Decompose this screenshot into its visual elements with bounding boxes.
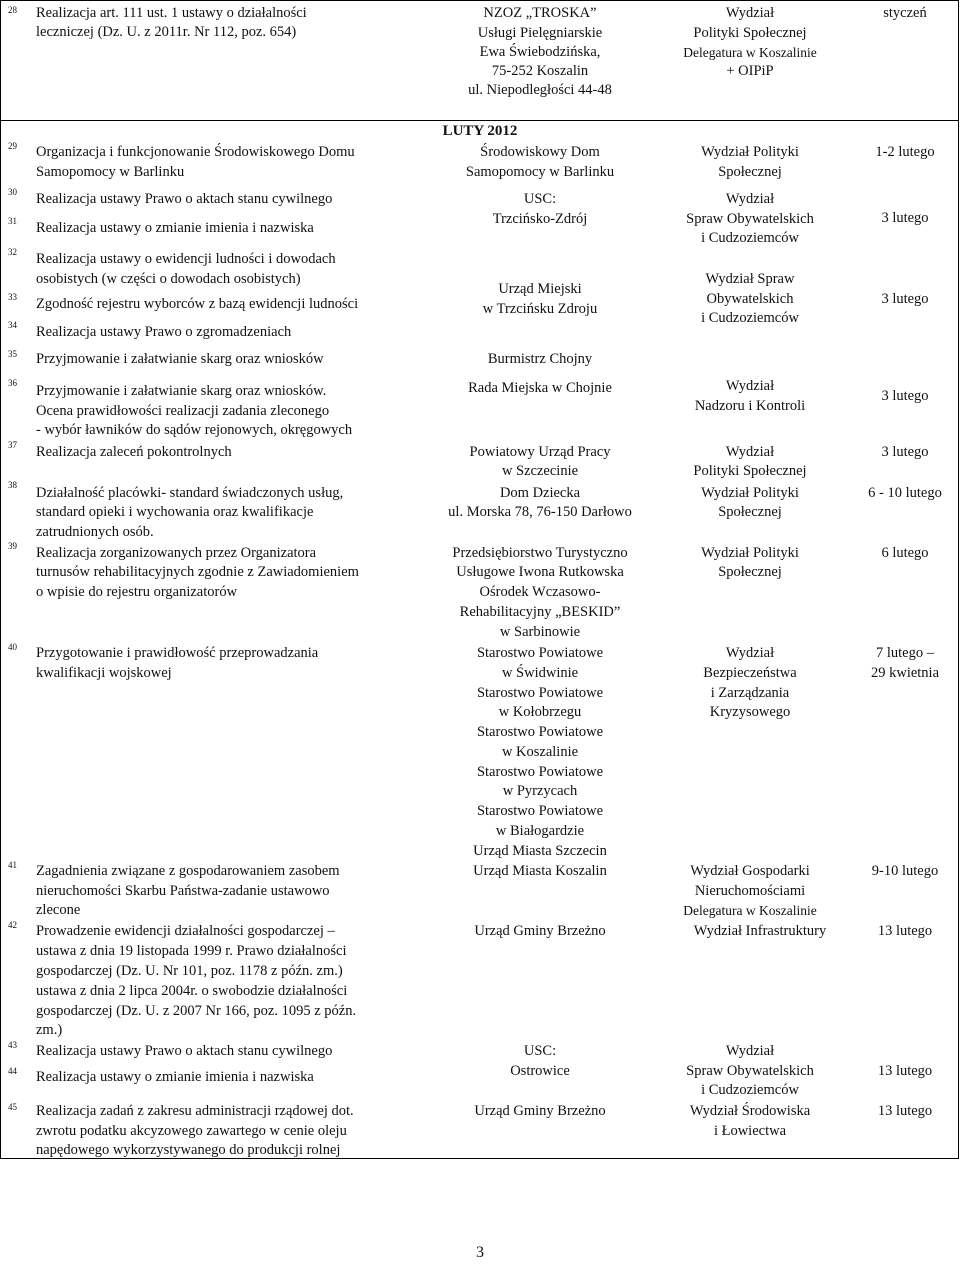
task-cell: Realizacja zaleceń pokontrolnych — [36, 444, 232, 460]
row-number: 28 — [8, 5, 17, 15]
dept-cell: Wydział Polityki — [701, 545, 799, 561]
task-cell: Realizacja zorganizowanych przez Organizatora — [36, 545, 317, 561]
task-cell: Ocena prawidłowości realizacji zadania zleconego — [36, 403, 330, 419]
unit-cell: Usługi Pielęgniarskie — [477, 25, 603, 41]
task-cell: Przyjmowanie i załatwianie skarg oraz wniosków — [36, 351, 324, 367]
task-cell: ustawa z dnia 19 listopada 1999 r. Prawo działalności — [36, 943, 347, 959]
dept-cell: Wydział Gospodarki — [690, 863, 810, 879]
dept-cell: Nadzoru i Kontroli — [694, 398, 806, 414]
unit-cell: Powiatowy Urząd Pracy — [469, 444, 611, 460]
unit-cell: ul. Morska 78, 76-150 Darłowo — [448, 504, 632, 520]
task-cell: turnusów rehabilitacyjnych zgodnie z Zawiadomieniem — [36, 564, 359, 580]
task-cell: Organizacja i funkcjonowanie Środowiskowego Domu — [36, 144, 355, 160]
unit-cell: Środowiskowy Dom — [480, 144, 600, 160]
date-cell: 1-2 lutego — [875, 144, 935, 160]
row-number: 33 — [8, 292, 17, 302]
row-number: 31 — [8, 216, 17, 226]
date-cell: 29 kwietnia — [870, 665, 940, 681]
unit-cell: Starostwo Powiatowe — [476, 764, 604, 780]
unit-cell: Urząd Miejski — [498, 281, 582, 297]
row-number: 39 — [8, 541, 17, 551]
task-cell: Samopomocy w Barlinku — [36, 164, 185, 180]
dept-cell: i Cudzoziemców — [701, 230, 799, 246]
task-cell: zatrudnionych osób. — [36, 524, 154, 540]
unit-cell: w Sarbinowie — [499, 624, 581, 640]
unit-cell: Starostwo Powiatowe — [476, 685, 604, 701]
task-cell: Realizacja ustawy o ewidencji ludności i dowodach — [36, 251, 336, 267]
row-number: 35 — [8, 349, 17, 359]
unit-cell: Trzcińsko-Zdrój — [492, 211, 588, 227]
unit-cell: w Pyrzycach — [502, 783, 578, 799]
row-28-bottom — [0, 120, 959, 121]
unit-cell: Ewa Świebodzińska, — [479, 44, 601, 60]
unit-cell: w Białogardzie — [495, 823, 585, 839]
unit-cell: Urząd Gminy Brzeżno — [474, 923, 606, 939]
dept-cell: Społecznej — [718, 564, 782, 580]
unit-cell: w Świdwinie — [501, 665, 579, 681]
task-cell: Realizacja ustawy o zmianie imienia i nazwiska — [36, 1069, 314, 1085]
unit-cell: NZOZ „TROSKA” — [483, 5, 597, 21]
task-cell: napędowego wykorzystywanego do produkcji rolnej — [36, 1142, 341, 1158]
date-cell: styczeń — [883, 5, 927, 21]
dept-cell: Wydział Spraw — [705, 271, 795, 287]
task-cell: osobistych (w części o dowodach osobistych) — [36, 271, 301, 287]
task-cell: - wybór ławników do sądów rejonowych, okręgowych — [36, 422, 353, 438]
unit-cell: w Koszalinie — [501, 744, 579, 760]
date-cell: 13 lutego — [877, 1103, 933, 1119]
task-cell: Realizacja ustawy Prawo o aktach stanu cywilnego — [36, 191, 333, 207]
dept-cell: Społecznej — [718, 164, 782, 180]
dept-cell: i Łowiectwa — [713, 1123, 787, 1139]
date-cell: 6 - 10 lutego — [868, 485, 942, 501]
date-cell: 13 lutego — [877, 923, 933, 939]
task-cell: Przygotowanie i prawidłowość przeprowadzania — [36, 645, 319, 661]
unit-cell: Rada Miejska w Chojnie — [468, 380, 612, 396]
dept-cell: Polityki Społecznej — [693, 25, 807, 41]
task-cell: nieruchomości Skarbu Państwa-zadanie ustawowo — [36, 883, 330, 899]
row-number: 42 — [8, 920, 17, 930]
task-cell: Przyjmowanie i załatwianie skarg oraz wniosków. — [36, 383, 327, 399]
unit-cell: Ośrodek Wczasowo- — [479, 584, 601, 600]
dept-cell: Kryzysowego — [709, 704, 791, 720]
date-cell: 7 lutego – — [876, 645, 934, 661]
dept-cell: Delegatura w Koszalinie — [683, 45, 817, 60]
unit-cell: Starostwo Powiatowe — [476, 803, 604, 819]
date-cell: 3 lutego — [881, 210, 929, 226]
dept-cell: Wydział — [725, 1043, 775, 1059]
unit-cell: Urząd Gminy Brzeżno — [474, 1103, 606, 1119]
task-cell: zwrotu podatku akcyzowego zawartego w cenie oleju — [36, 1123, 347, 1139]
task-cell: zm.) — [36, 1022, 63, 1038]
table-border-left — [0, 0, 1, 1158]
date-cell: 9-10 lutego — [871, 863, 939, 879]
dept-cell: Społecznej — [718, 504, 782, 520]
task-cell: Realizacja ustawy Prawo o aktach stanu cywilnego — [36, 1043, 333, 1059]
dept-cell: Wydział — [725, 444, 775, 460]
task-cell: standard opieki i wychowania oraz kwalifikacje — [36, 504, 314, 520]
unit-cell: Rehabilitacyjny „BESKID” — [459, 604, 621, 620]
task-cell: Działalność placówki- standard świadczonych usług, — [36, 485, 344, 501]
task-cell: leczniczej (Dz. U. z 2011r. Nr 112, poz. 654) — [36, 24, 297, 40]
row-number: 36 — [8, 378, 17, 388]
unit-cell: Urząd Miasta Szczecin — [473, 843, 607, 859]
table-top-border — [0, 0, 959, 1]
unit-cell: ul. Niepodległości 44-48 — [468, 82, 612, 98]
date-cell: 6 lutego — [881, 545, 929, 561]
dept-cell: Spraw Obywatelskich — [686, 1063, 814, 1079]
date-cell: 3 lutego — [881, 291, 929, 307]
unit-cell: Starostwo Powiatowe — [476, 724, 604, 740]
task-cell: gospodarczej (Dz. U. z 2007 Nr 166, poz. 1095 z późn. — [36, 1003, 357, 1019]
unit-cell: USC: — [523, 191, 557, 207]
unit-cell: w Kołobrzegu — [498, 704, 582, 720]
task-cell: Realizacja ustawy o zmianie imienia i nazwiska — [36, 220, 314, 236]
row-number: 45 — [8, 1102, 17, 1112]
dept-cell: Nieruchomościami — [694, 883, 806, 899]
unit-cell: Usługowe Iwona Rutkowska — [456, 564, 624, 580]
dept-cell: i Cudzoziemców — [701, 1082, 799, 1098]
task-cell: kwalifikacji wojskowej — [36, 665, 172, 681]
unit-cell: Samopomocy w Barlinku — [465, 164, 615, 180]
date-cell: 3 lutego — [881, 444, 929, 460]
dept-cell: Spraw Obywatelskich — [686, 211, 814, 227]
row-number: 44 — [8, 1066, 17, 1076]
task-cell: o wpisie do rejestru organizatorów — [36, 584, 238, 600]
dept-cell: Wydział Infrastruktury — [693, 923, 827, 939]
row-number: 30 — [8, 187, 17, 197]
row-number: 41 — [8, 860, 17, 870]
unit-cell: 75-252 Koszalin — [491, 63, 589, 79]
date-cell: 13 lutego — [877, 1063, 933, 1079]
dept-cell: Obywatelskich — [706, 291, 794, 307]
unit-cell: Burmistrz Chojny — [487, 351, 593, 367]
row-number: 40 — [8, 642, 17, 652]
unit-cell: Urząd Miasta Koszalin — [473, 863, 607, 879]
dept-cell: Polityki Społecznej — [693, 463, 807, 479]
dept-cell: Delegatura w Koszalinie — [683, 903, 817, 918]
task-cell: Zgodność rejestru wyborców z bazą ewidencji ludności — [36, 296, 359, 312]
task-cell: Zagadnienia związane z gospodarowaniem zasobem — [36, 863, 340, 879]
unit-cell: w Trzcińsku Zdroju — [482, 301, 598, 317]
task-cell: gospodarczej (Dz. U. Nr 101, poz. 1178 z późn. zm.) — [36, 963, 343, 979]
dept-cell: Wydział — [725, 191, 775, 207]
unit-cell: w Szczecinie — [501, 463, 579, 479]
dept-cell: Wydział — [725, 645, 775, 661]
row-number: 32 — [8, 247, 17, 257]
dept-cell: Bezpieczeństwa — [703, 665, 797, 681]
dept-cell: Wydział Polityki — [701, 485, 799, 501]
row-number: 29 — [8, 141, 17, 151]
dept-cell: i Zarządzania — [710, 685, 790, 701]
unit-cell: Ostrowice — [510, 1063, 570, 1079]
task-cell: Prowadzenie ewidencji działalności gospodarczej – — [36, 923, 335, 939]
dept-cell: Wydział — [725, 378, 775, 394]
unit-cell: USC: — [523, 1043, 557, 1059]
task-cell: zlecone — [36, 902, 81, 918]
row-number: 38 — [8, 480, 17, 490]
row-number: 43 — [8, 1040, 17, 1050]
month-header: LUTY 2012 — [442, 123, 518, 139]
row-number: 37 — [8, 440, 17, 450]
date-cell: 3 lutego — [881, 388, 929, 404]
dept-cell: Wydział Środowiska — [689, 1103, 811, 1119]
dept-cell: Wydział Polityki — [701, 144, 799, 160]
dept-cell: Wydział — [725, 5, 775, 21]
unit-cell: Starostwo Powiatowe — [476, 645, 604, 661]
unit-cell: Dom Dziecka — [499, 485, 581, 501]
row-number: 34 — [8, 320, 17, 330]
table-border-right — [958, 0, 959, 1158]
task-cell: ustawa z dnia 2 lipca 2004r. o swobodzie działalności — [36, 983, 348, 999]
dept-cell: + OIPiP — [726, 63, 774, 79]
dept-cell: i Cudzoziemców — [701, 310, 799, 326]
task-cell: Realizacja zadań z zakresu administracji rządowej dot. — [36, 1103, 354, 1119]
task-cell: Realizacja art. 111 ust. 1 ustawy o działalności — [36, 5, 307, 21]
unit-cell: Przedsiębiorstwo Turystyczno — [452, 545, 628, 561]
page-number: 3 — [476, 1244, 484, 1261]
task-cell: Realizacja ustawy Prawo o zgromadzeniach — [36, 324, 292, 340]
